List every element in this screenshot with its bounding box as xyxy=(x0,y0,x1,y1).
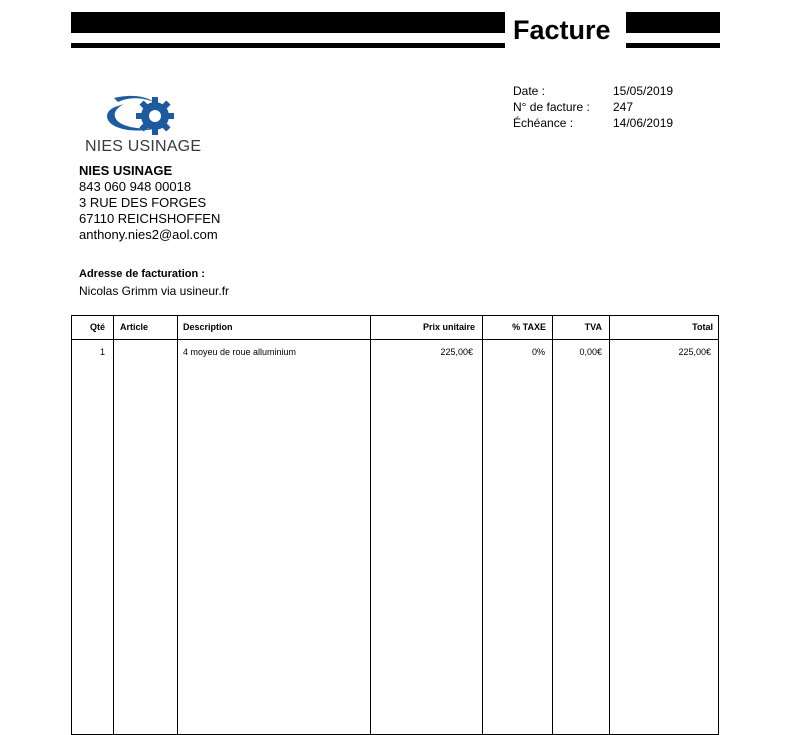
invoice-table xyxy=(71,315,719,735)
due-date-label: Échéance : xyxy=(513,116,574,130)
col-divider xyxy=(609,316,610,734)
billing-label: Adresse de facturation : xyxy=(79,268,205,280)
col-divider xyxy=(177,316,178,734)
table-header-divider xyxy=(72,339,718,340)
header-tax-percent: % TAXE xyxy=(512,322,546,332)
company-block xyxy=(79,163,220,243)
header-unit-price: Prix unitaire xyxy=(422,322,475,332)
header-qty: Qté xyxy=(89,322,105,332)
table-row-description: 4 moyeu de roue alluminium xyxy=(183,347,297,357)
company-name: NIES USINAGE xyxy=(79,163,173,178)
col-divider xyxy=(370,316,371,734)
logo-text: NIES USINAGE xyxy=(85,138,202,155)
table-row-tax-percent: 0% xyxy=(531,347,545,357)
page-title: Facture xyxy=(513,15,611,45)
date-label: Date : xyxy=(513,84,546,98)
company-siret: 843 060 948 00018 xyxy=(79,179,192,194)
company-email: anthony.nies2@aol.com xyxy=(79,227,218,242)
col-divider xyxy=(552,316,553,734)
table-row-vat: 0,00€ xyxy=(579,347,602,357)
header-vat: TVA xyxy=(584,322,602,332)
date-value: 15/05/2019 xyxy=(613,84,674,98)
table-row-unit-price: 225,00€ xyxy=(440,347,473,357)
header-bar-right-thick xyxy=(626,12,720,33)
invoice-number-label: N° de facture : xyxy=(513,100,590,114)
header-bar-right-thin xyxy=(626,43,720,48)
billing-value: Nicolas Grimm via usineur.fr xyxy=(79,284,230,298)
table-row-total: 225,00€ xyxy=(678,347,711,357)
company-logo xyxy=(84,92,214,158)
header-bar-left-thin xyxy=(71,43,505,48)
invoice-meta xyxy=(513,83,713,131)
company-city: 67110 REICHSHOFFEN xyxy=(79,211,221,226)
header-bar-left-thick xyxy=(71,12,505,33)
due-date-value: 14/06/2019 xyxy=(613,116,674,130)
header-total: Total xyxy=(692,322,713,332)
header-description: Description xyxy=(183,322,233,332)
header-article: Article xyxy=(120,322,149,332)
invoice-number-value: 247 xyxy=(613,100,634,114)
table-row-qty: 1 xyxy=(99,347,105,357)
col-divider xyxy=(482,316,483,734)
company-street: 3 RUE DES FORGES xyxy=(79,195,207,210)
gear-swoosh-logo-icon xyxy=(84,92,214,138)
col-divider xyxy=(113,316,114,734)
